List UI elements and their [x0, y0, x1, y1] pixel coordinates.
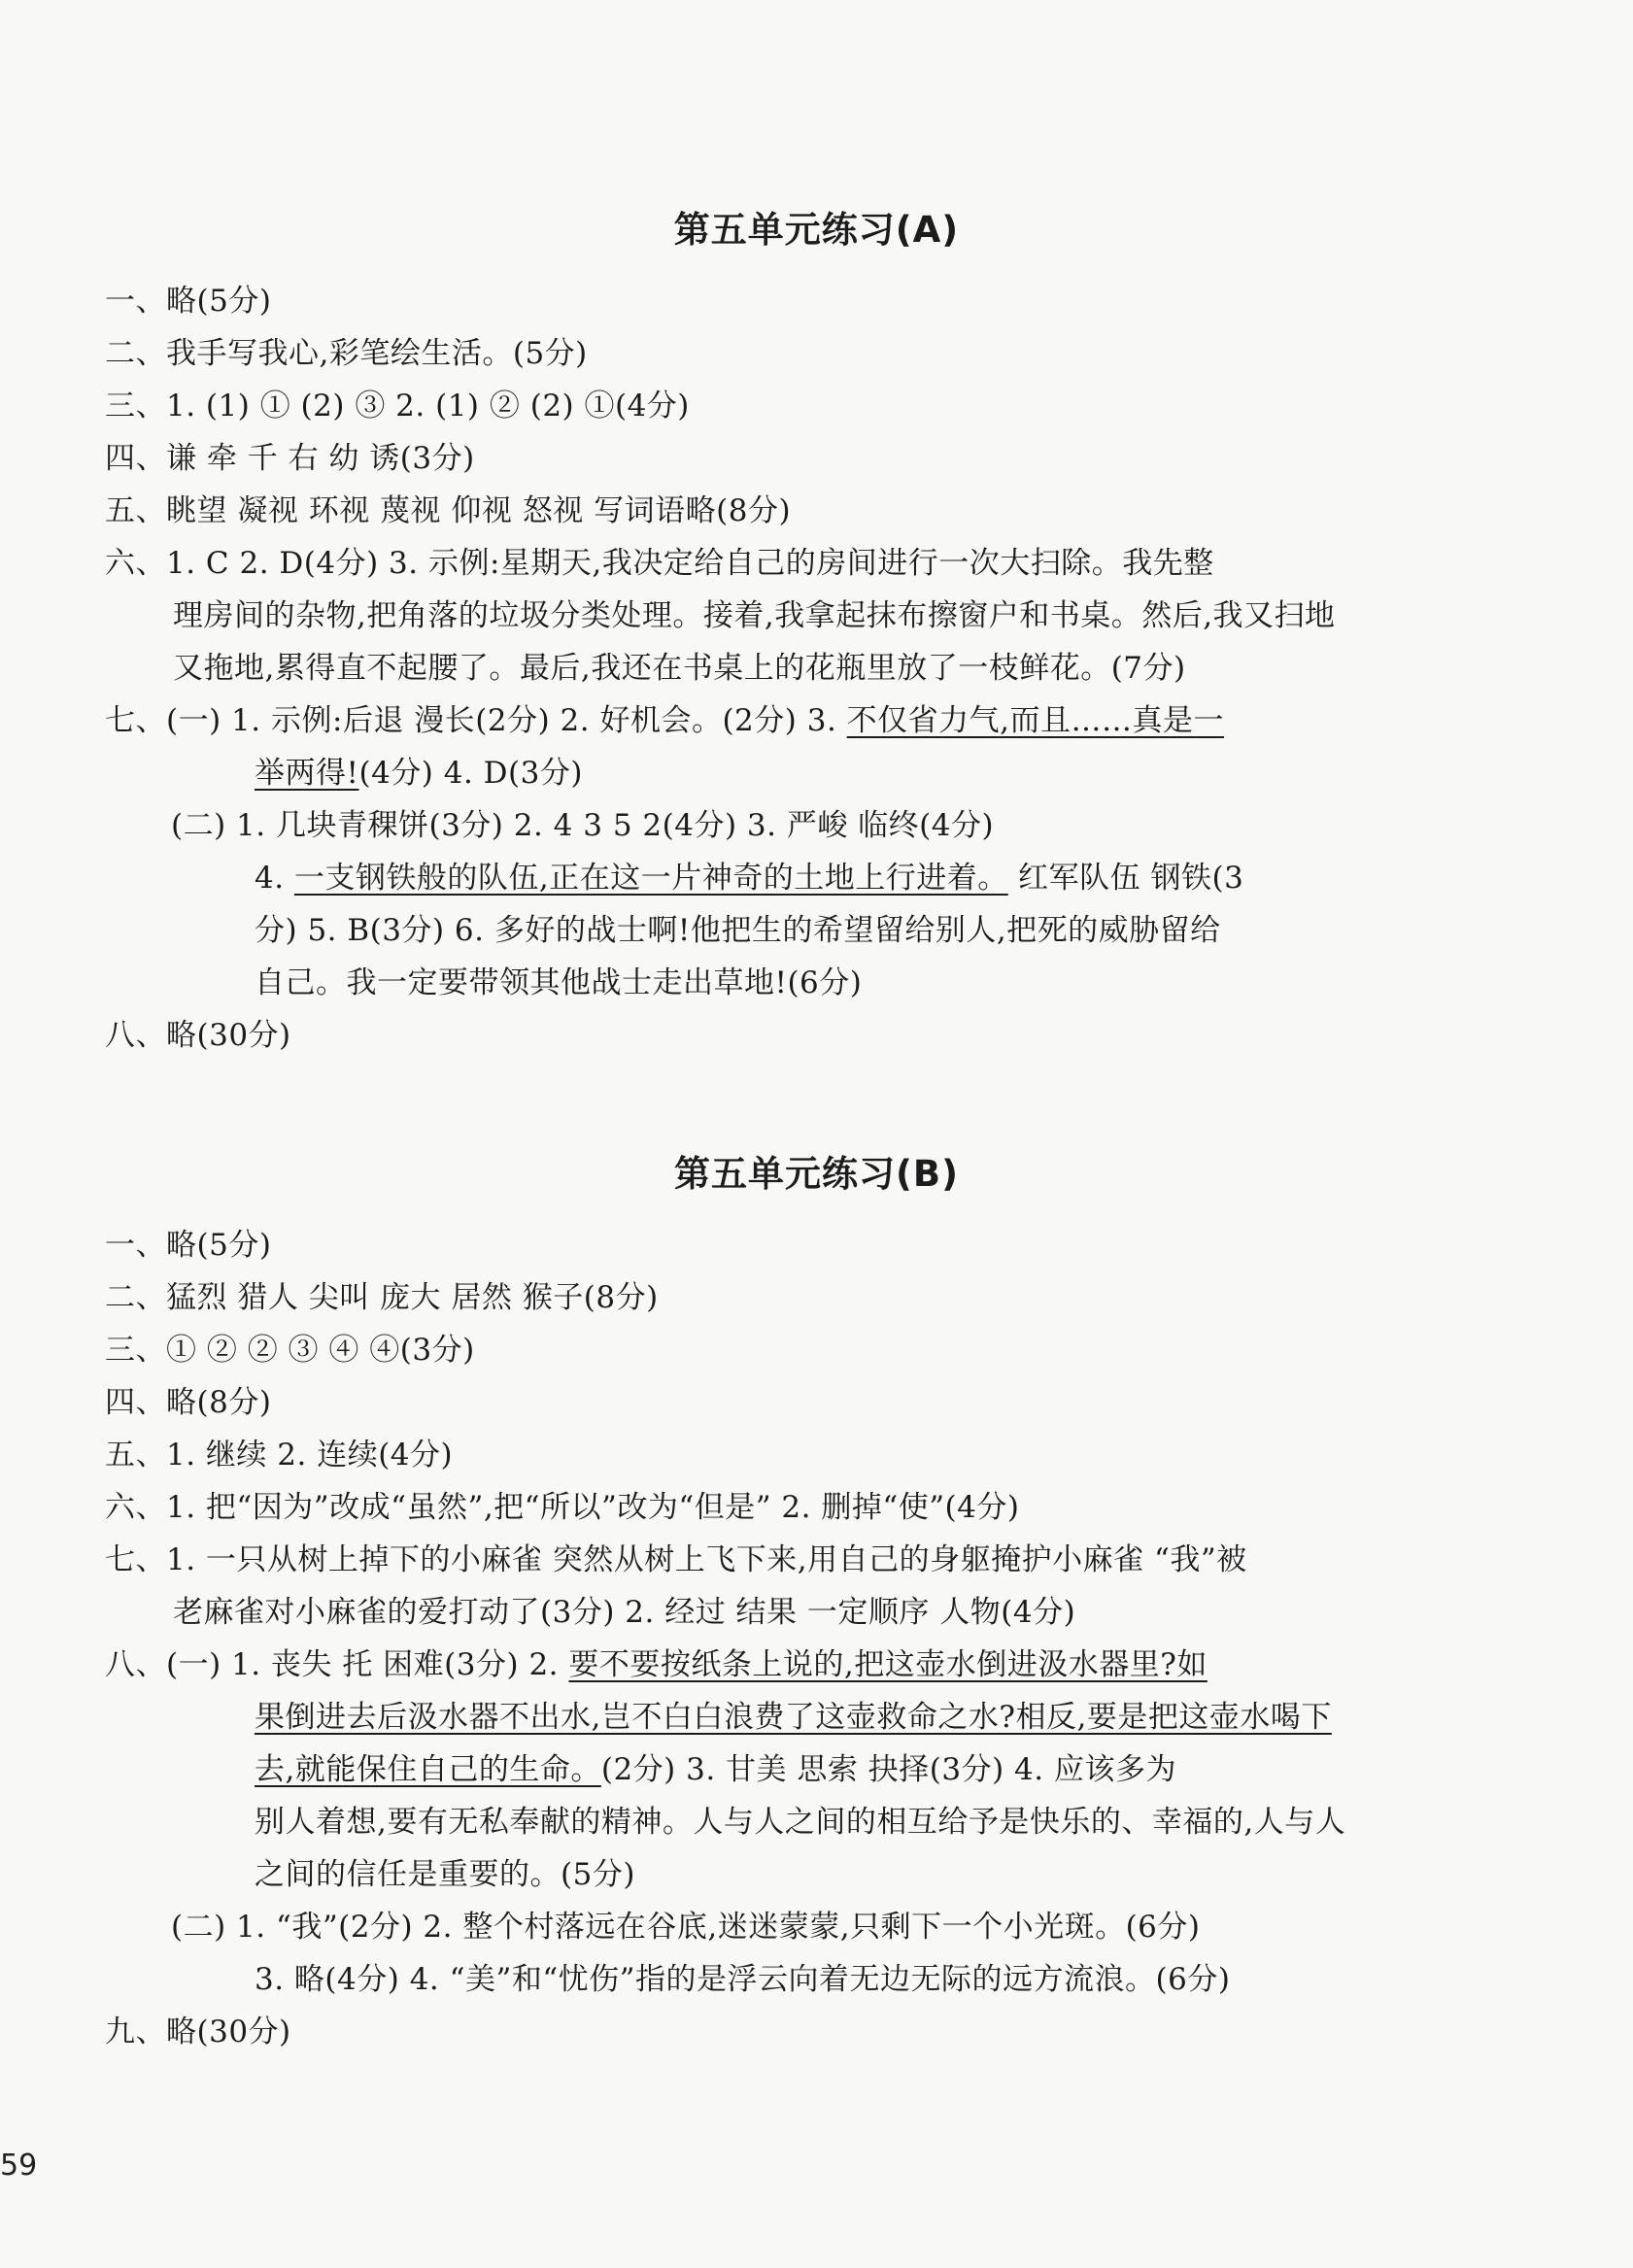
section-b-item-8-line-2	[255, 1698, 1332, 1737]
section-b-item-5: 五、1. 继续 2. 连续(4分)	[105, 1438, 454, 1473]
section-a-item-7-underlined-answer-end: 举两得!	[255, 756, 359, 791]
section-a-item-7-part-2-line-4: 自己。我一定要带领其他战士走出草地!(6分)	[255, 965, 863, 1000]
section-a-item-7-score: (4分) 4. D(3分)	[358, 756, 583, 791]
section-b-item-2: 二、猛烈 猎人 尖叫 庞大 居然 猴子(8分)	[105, 1280, 659, 1315]
section-a-item-4: 四、谦 牵 千 右 幼 诱(3分)	[105, 441, 475, 476]
section-a-item-6: 六、1. C 2. D(4分) 3. 示例:星期天,我决定给自己的房间进行一次大扫除。我先整	[105, 546, 1214, 581]
section-b-title: 第五单元练习(B)	[673, 1153, 960, 1195]
section-a-q4-rest: 红军队伍 钢铁(3	[1007, 861, 1244, 896]
section-b-item-7: 七、1. 一只从树上掉下的小麻雀 突然从树上飞下来,用自己的身躯掩护小麻雀 “我”被	[105, 1542, 1247, 1577]
section-a-item-2: 二、我手写我心,彩笔绘生活。(5分)	[105, 336, 588, 371]
section-a-item-7-line-1	[105, 701, 1224, 740]
section-b-item-3: 三、① ② ② ③ ④ ④(3分)	[105, 1333, 475, 1368]
page-number: 59	[0, 2149, 38, 2183]
section-a-title: 第五单元练习(A)	[673, 209, 960, 251]
section-b-item-6: 六、1. 把“因为”改成“虽然”,把“所以”改为“但是” 2. 删掉“使”(4分)	[105, 1490, 1020, 1525]
section-b-item-8-underlined-answer-end: 去,就能保住自己的生命。	[255, 1752, 601, 1787]
section-a-q4-underlined-answer: 一支钢铁般的队伍,正在这一片神奇的土地上行进着。	[293, 861, 1008, 896]
section-a-item-7-text: 七、(一) 1. 示例:后退 漫长(2分) 2. 好机会。(2分) 3.	[105, 703, 847, 738]
section-a-item-7-underlined-answer: 不仅省力气,而且……真是一	[846, 703, 1225, 738]
section-a-item-8: 八、略(30分)	[105, 1018, 291, 1053]
section-a-q4-number: 4.	[255, 861, 294, 896]
section-a-item-1: 一、略(5分)	[105, 284, 272, 319]
section-a-item-6-cont-2: 又拖地,累得直不起腰了。最后,我还在书桌上的花瓶里放了一枝鲜花。(7分)	[173, 651, 1186, 686]
section-a-item-3: 三、1. (1) ① (2) ③ 2. (1) ② (2) ①(4分)	[105, 389, 690, 423]
section-a-item-6-cont-1: 理房间的杂物,把角落的垃圾分类处理。接着,我拿起抹布擦窗户和书桌。然后,我又扫地	[173, 598, 1336, 633]
section-b-item-8-part-2-line-2: 3. 略(4分) 4. “美”和“忧伤”指的是浮云向着无边无际的远方流浪。(6分)	[255, 1962, 1231, 1997]
section-b-item-8-part-2: (二) 1. “我”(2分) 2. 整个村落远在谷底,迷迷蒙蒙,只剩下一个小光斑。(6分)	[171, 1910, 1201, 1945]
section-b-item-4: 四、略(8分)	[105, 1385, 272, 1420]
section-b-item-7-cont: 老麻雀对小麻雀的爱打动了(3分) 2. 经过 结果 一定顺序 人物(4分)	[173, 1595, 1076, 1630]
section-b-item-9: 九、略(30分)	[105, 2014, 291, 2049]
section-b-item-8-line-4: 别人着想,要有无私奉献的精神。人与人之间的相互给予是快乐的、幸福的,人与人	[255, 1805, 1346, 1840]
section-a-item-7-part-2-line-3: 分) 5. B(3分) 6. 多好的战士啊!他把生的希望留给别人,把死的威胁留给	[255, 913, 1221, 948]
section-a-item-7-part-2: (二) 1. 几块青稞饼(3分) 2. 4 3 5 2(4分) 3. 严峻 临终(4分)	[171, 808, 995, 843]
section-b-item-8-line-1	[105, 1645, 1208, 1684]
section-a-item-7-part-2-line-2	[255, 859, 1243, 897]
section-b-item-8-rest: (2分) 3. 甘美 思索 抉择(3分) 4. 应该多为	[600, 1752, 1176, 1787]
section-b-item-8-line-3	[255, 1750, 1176, 1789]
section-b-item-8-line-5: 之间的信任是重要的。(5分)	[255, 1857, 635, 1892]
section-a-item-7-line-2	[255, 754, 583, 793]
section-a-item-5: 五、眺望 凝视 环视 蔑视 仰视 怒视 写词语略(8分)	[105, 493, 792, 528]
section-b-item-8-text: 八、(一) 1. 丧失 托 困难(3分) 2.	[105, 1647, 569, 1682]
section-b-item-8-underlined-answer: 要不要按纸条上说的,把这壶水倒进汲水器里?如	[568, 1647, 1208, 1682]
section-b-item-1: 一、略(5分)	[105, 1228, 272, 1263]
section-b-item-8-underlined-answer-cont: 果倒进去后汲水器不出水,岂不白白浪费了这壶救命之水?相反,要是把这壶水喝下	[255, 1700, 1332, 1735]
